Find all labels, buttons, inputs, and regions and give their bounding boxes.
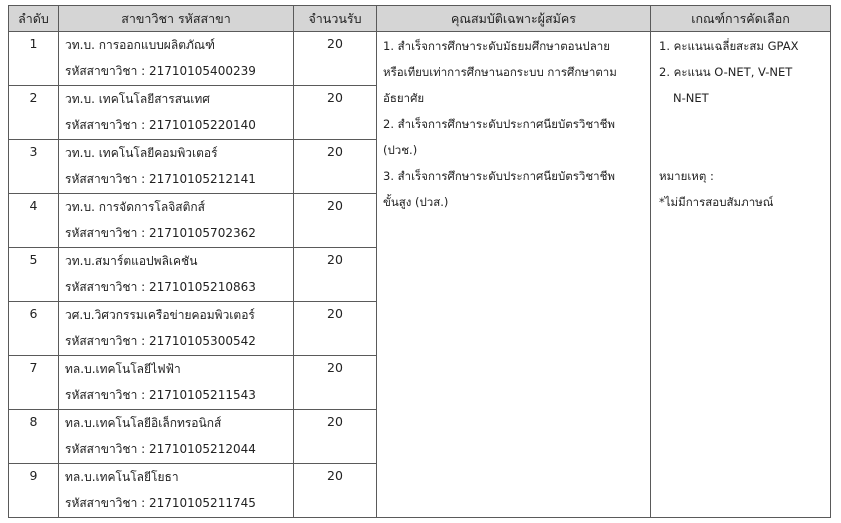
table-header-row	[9, 6, 831, 32]
qualification-line: (ปวช.)	[383, 143, 418, 157]
major-code: รหัสสาขาวิชา : 21710105212141	[65, 172, 256, 186]
row-order: 8	[9, 410, 59, 464]
row-major	[59, 302, 294, 356]
row-capacity: 20	[294, 140, 377, 194]
row-major	[59, 356, 294, 410]
major-code: รหัสสาขาวิชา : 21710105212044	[65, 442, 256, 456]
row-order: 7	[9, 356, 59, 410]
row-capacity: 20	[294, 356, 377, 410]
major-code: รหัสสาขาวิชา : 21710105211745	[65, 496, 256, 510]
header-capacity: จำนวนรับ	[294, 6, 377, 32]
qualification-line: หรือเทียบเท่าการศึกษานอกระบบ การศึกษาตาม	[383, 65, 617, 79]
row-order: 6	[9, 302, 59, 356]
major-name: วศ.บ.วิศวกรรมเครือข่ายคอมพิวเตอร์	[65, 308, 255, 322]
major-code: รหัสสาขาวิชา : 21710105220140	[65, 118, 256, 132]
row-order: 1	[9, 32, 59, 86]
row-order: 4	[9, 194, 59, 248]
major-name: วท.บ. การออกแบบผลิตภัณฑ์	[65, 38, 215, 52]
major-code: รหัสสาขาวิชา : 21710105400239	[65, 64, 256, 78]
row-capacity: 20	[294, 302, 377, 356]
major-code: รหัสสาขาวิชา : 21710105211543	[65, 388, 256, 402]
major-name: ทล.บ.เทคโนโลยีอิเล็กทรอนิกส์	[65, 416, 222, 430]
major-code: รหัสสาขาวิชา : 21710105210863	[65, 280, 256, 294]
admission-table-sheet	[8, 5, 830, 519]
row-capacity: 20	[294, 248, 377, 302]
qualification-line: ขั้นสูง (ปวส.)	[383, 195, 449, 209]
criteria-cell	[651, 32, 831, 518]
row-capacity: 20	[294, 410, 377, 464]
qualifications-cell	[377, 32, 651, 518]
header-order: ลำดับ	[9, 6, 59, 32]
criteria-item: 2. คะแนน O-NET, V-NET	[659, 65, 793, 79]
major-name: วท.บ.สมาร์ตแอปพลิเคชัน	[65, 254, 198, 268]
major-name: ทล.บ.เทคโนโลยีโยธา	[65, 470, 179, 484]
row-major	[59, 194, 294, 248]
major-code: รหัสสาขาวิชา : 21710105300542	[65, 334, 256, 348]
qualification-line: 2. สำเร็จการศึกษาระดับประกาศนียบัตรวิชาชีพ	[383, 117, 615, 131]
header-criteria: เกณฑ์การคัดเลือก	[651, 6, 831, 32]
row-major	[59, 464, 294, 518]
row-capacity: 20	[294, 86, 377, 140]
major-name: วท.บ. การจัดการโลจิสติกส์	[65, 200, 205, 214]
qualification-line: 3. สำเร็จการศึกษาระดับประกาศนียบัตรวิชาชีพ	[383, 169, 615, 183]
major-name: วท.บ. เทคโนโลยีคอมพิวเตอร์	[65, 146, 218, 160]
qualification-line: 1. สำเร็จการศึกษาระดับมัธยมศึกษาตอนปลาย	[383, 39, 610, 53]
header-qualifications: คุณสมบัติเฉพาะผู้สมัคร	[377, 6, 651, 32]
admission-table	[8, 5, 831, 518]
row-order: 2	[9, 86, 59, 140]
row-order: 3	[9, 140, 59, 194]
row-major	[59, 410, 294, 464]
major-code: รหัสสาขาวิชา : 21710105702362	[65, 226, 256, 240]
table-row	[9, 32, 831, 86]
row-major	[59, 248, 294, 302]
row-order: 9	[9, 464, 59, 518]
note-title: หมายเหตุ :	[659, 169, 714, 183]
row-capacity: 20	[294, 32, 377, 86]
row-major	[59, 32, 294, 86]
criteria-item: N-NET	[673, 91, 709, 105]
criteria-item: 1. คะแนนเฉลี่ยสะสม GPAX	[659, 39, 799, 53]
row-order: 5	[9, 248, 59, 302]
row-capacity: 20	[294, 194, 377, 248]
qualification-line: อัธยาศัย	[383, 91, 425, 105]
major-name: วท.บ. เทคโนโลยีสารสนเทศ	[65, 92, 210, 106]
row-major	[59, 140, 294, 194]
header-major: สาขาวิชา รหัสสาขา	[59, 6, 294, 32]
row-major	[59, 86, 294, 140]
major-name: ทล.บ.เทคโนโลยีไฟฟ้า	[65, 362, 181, 376]
note-text: *ไม่มีการสอบสัมภาษณ์	[659, 195, 774, 209]
row-capacity: 20	[294, 464, 377, 518]
